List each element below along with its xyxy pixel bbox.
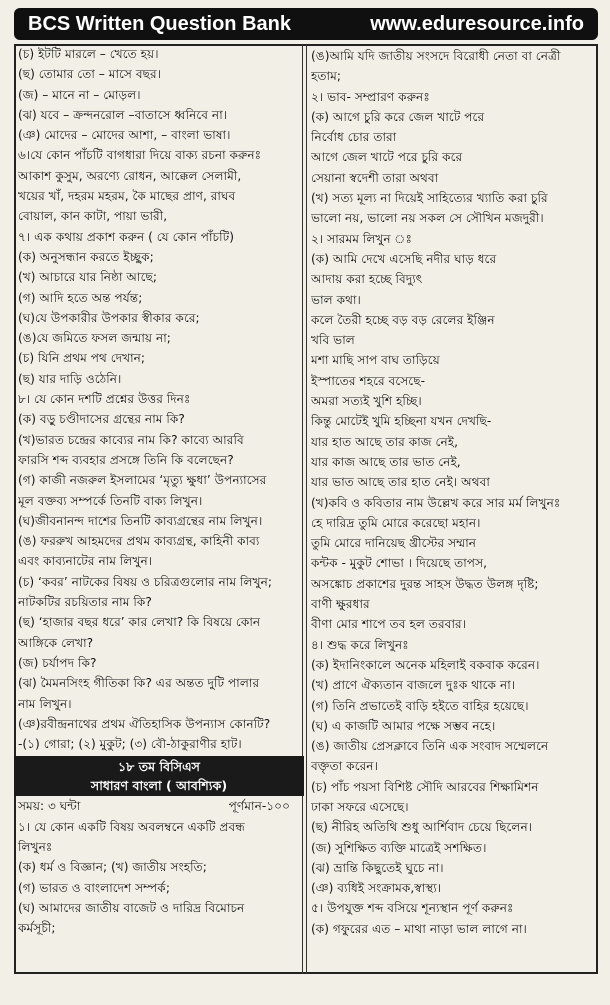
text-line: কিন্তু মোটেই খুমি হচ্ছিনা যখন দেখছি- xyxy=(311,414,492,429)
text-line: মশা মাছি সাপ বাঘ তাড়িয়ে xyxy=(311,353,440,368)
text-line: আকাশ কুসুম, অরণ্যে রোধন, আক্কেল সেলামী, xyxy=(18,168,242,183)
text-line: সেয়ানা স্বদেশী তারা অথবা xyxy=(311,170,439,185)
text-line: বক্তৃতা করেন। xyxy=(311,759,378,774)
text-line: ২। ভাব- সম্প্রারণ করুনঃ xyxy=(311,89,430,104)
text-line: (ঙ) ফররুখ আহমদের প্রথম কাব্যগ্রন্থ, কাহিনী কাব্য xyxy=(18,534,260,549)
marks-label: পূর্ণমান-১০০ xyxy=(228,799,290,814)
text-line: তুমি মোরে দানিয়েছ খ্রীস্টের সম্মান xyxy=(311,536,477,551)
text-line: ৬।যে কোন পাঁচটি বাগধারা দিয়ে বাক্য রচনা করুনঃ xyxy=(18,148,262,163)
text-line: (ঙ)আমি যদি জাতীয় সংসদে বিরোধী নেতা বা নেত্রী xyxy=(311,49,561,63)
text-line: নির্বোধ চোর তারা xyxy=(311,130,397,145)
text-line: যার ভাত আছে তার হাত নেই। অথবা xyxy=(311,475,490,490)
text-line: (ঝ) মৈমনসিংহ গীতিকা কি? এর অন্তত দুটি পালার xyxy=(18,676,260,691)
text-line: (গ) তিনি প্রভাতেই বাড়ি হইতে বাহির হয়েছে। xyxy=(311,698,529,713)
text-line: (ঙ) জাতীয় প্রেসক্লাবে তিনি এক সংবাদ সম্মেলনে xyxy=(311,739,549,754)
text-line: (ঘ)জীবনানন্দ দাশের তিনটি কাব্যগ্রন্থের নাম লিখুন। xyxy=(18,513,263,528)
text-line: (ঞ) ব্যধিই সংক্রামক,স্বাস্থ্য। xyxy=(311,881,442,896)
text-line: (ক) ইদানিংকালে অনেক মহিলাই বকবাক করেন। xyxy=(311,657,540,672)
text-line: ৮। যে কোন দশটি প্রশ্নের উত্তর দিনঃ xyxy=(18,392,191,407)
text-line: (চ) ইটটি মারলে – খেতে হয়। xyxy=(18,47,159,61)
text-line: (ঞ) মোদের – মোদের আশা, – বাংলা ভাষা। xyxy=(18,128,231,143)
text-line: (ক) গফুরের এত – মাথা নাড়া ভাল লাগে না। xyxy=(311,921,527,936)
text-line: আঙ্গিকে লেখা? xyxy=(18,635,94,650)
section-title: ১৮ তম বিসিএস xyxy=(118,759,200,775)
text-line: ২। সারমম লিখুন ঃ xyxy=(311,231,412,246)
text-line: মূল বক্তব্য সম্পর্কে তিনটি বাক্য লিখুন। xyxy=(18,493,203,508)
text-line: (জ) চর্যাপদ কি? xyxy=(18,655,97,670)
text-line: (চ) যিনি প্রথম পথ দেখান; xyxy=(18,351,146,366)
text-line: ১। যে কোন একটি বিষয় অবলম্বনে একটি প্রবন্ধ xyxy=(18,819,245,834)
text-line: হতাম; xyxy=(311,69,341,84)
text-line: (খ) সত্য মূল্য না দিয়েই সাহিত্যের খ্যাতি করা চুরি xyxy=(311,191,548,206)
text-line: (ঘ) আমাদের জাতীয় বাজেট ও দারিদ্র বিমোচন xyxy=(18,900,245,915)
column-divider xyxy=(302,44,307,974)
right-lines xyxy=(311,46,595,939)
text-line: ঢাকা সফরে এসেছে। xyxy=(311,799,409,814)
text-line: অসঙ্কোচ প্রকাশের দুরন্ত সাহস উদ্ধত উলঙ্গ দৃষ্টি; xyxy=(311,576,539,591)
text-line: ৭। এক কথায় প্রকাশ করুন ( যে কোন পাঁচটি) xyxy=(18,229,234,244)
text-line: (ঝ) যবে – ক্রন্দনরোল –বাতাসে ধ্বনিবে না। xyxy=(18,107,228,122)
text-line: কলে তৈরী হচ্ছে বড় বড় রেলের ইঞ্জিন xyxy=(311,312,495,327)
text-line: (ছ) ‘হাজার বছর ধরে’ কার লেখা? কি বিষয়ে কোন xyxy=(18,615,261,630)
text-line: বীণা মোর শাপে তব হল তরবার। xyxy=(311,617,467,632)
text-line: যার কাজ আছে তার ভাত নেই, xyxy=(311,454,461,469)
text-line: লিখুনঃ xyxy=(18,839,53,854)
text-line: (ঘ)যে উপকারীর উপকার স্বীকার করে; xyxy=(18,310,200,325)
text-line: (ছ) তোমার তো – মাসে বছর। xyxy=(18,67,162,82)
text-line: আদায় করা হচ্ছে বিদ্যুৎ xyxy=(311,272,423,287)
text-line: -(১) গোরা; (২) মুকুট; (৩) বৌ-ঠাকুরাণীর হাট। xyxy=(18,737,242,752)
text-line: ৪। শুদ্ধ করে লিখুনঃ xyxy=(311,637,409,652)
text-line: (খ)ভারত চন্দ্রের কাব্যের নাম কি? কাব্যে আরবি xyxy=(18,432,244,447)
text-line: (ঞ)রবীন্দ্রনাথের প্রথম ঐতিহাসিক উপন্যাস কোনটি? xyxy=(18,716,271,731)
text-line: অমরা সত্যই খুশি হচ্ছি। xyxy=(311,394,422,409)
header-title: BCS Written Question Bank xyxy=(28,12,291,35)
section-subtitle: সাধারণ বাংলা ( আবশ্যিক) xyxy=(90,778,228,794)
text-line: (ঝ) ভ্রান্তি কিছুতেই ঘুচে না। xyxy=(311,860,444,875)
text-line: বাণী ক্ষুরধার xyxy=(311,597,370,612)
left-bottom-lines xyxy=(18,817,300,939)
text-line: কর্মসূচী; xyxy=(18,921,56,936)
text-line: হে দারিদ্র তুমি মোরে করেছো মহান। xyxy=(311,515,481,530)
text-line: এবং কাব্যনাটের নাম লিখুন। xyxy=(18,554,153,569)
text-line: (ক) বড়ু চণ্ডীদাসের গ্রন্থের নাম কি? xyxy=(18,412,185,427)
left-column xyxy=(18,44,300,938)
text-line: (চ) পাঁচ পয়সা বিশিষ্ট সৌদি আরবের শিক্ষামিশন xyxy=(311,779,539,794)
text-line: (ক) আমি দেখে এসেছি নদীর ঘাড় ধরে xyxy=(311,251,497,266)
text-line: খবি ভাল xyxy=(311,333,355,348)
text-line: (ঙ)যে জমিতে ফসল জন্মায় না; xyxy=(18,331,171,346)
text-line: বোয়াল, কান কাটা, পায়া ভারী, xyxy=(18,209,168,224)
text-line: (ছ) নীরিহ অতিথি শুধু আর্শিবাদ চেয়ে ছিলেন। xyxy=(311,820,533,835)
section-heading-band xyxy=(14,756,304,796)
text-line: ভাল কথা। xyxy=(311,292,361,307)
text-line: (খ) প্রাণে ঐক্যতান বাজলে দুঃক থাকে না। xyxy=(311,678,516,693)
text-line: খয়ের খাঁ, দহরম মহরম, কৈ মাছের প্রাণ, রাঘব xyxy=(18,189,236,204)
text-line: (গ) ভারত ও বাংলাদেশ সম্পর্ক; xyxy=(18,880,170,895)
left-top-lines xyxy=(18,44,300,754)
text-line: ভালো নয়, ভালো নয় সকল সে সৌখিন মজদুরী। xyxy=(311,211,544,226)
time-label: সময়: ৩ ঘন্টা xyxy=(18,799,81,814)
right-column xyxy=(311,46,595,939)
text-line: (গ) আদি হতে অন্ত পর্যন্ত; xyxy=(18,290,143,305)
text-line: (ক) ধর্ম ও বিজ্ঞান; (খ) জাতীয় সংহতি; xyxy=(18,860,207,875)
text-line: (ঘ) এ কাজটি আমার পক্ষে সম্ভব নহে। xyxy=(311,718,496,733)
text-line: (ক) অনুসন্ধান করতে ইচ্ছুক; xyxy=(18,249,154,264)
text-line: যার হাত আছে তার কাজ নেই, xyxy=(311,434,458,449)
text-line: (খ) আচারে যার নিষ্ঠা আছে; xyxy=(18,270,158,285)
header-site-url[interactable]: www.eduresource.info xyxy=(370,12,584,35)
text-line: (জ) – মানে না – মোড়ল। xyxy=(18,87,141,102)
page-header xyxy=(14,8,598,40)
text-line: (খ)কবি ও কবিতার নাম উল্লেখ করে সার মর্ম লিখুনঃ xyxy=(311,495,561,510)
text-line: নাম লিখুন। xyxy=(18,696,72,711)
text-line: (জ) সুশিক্ষিত ব্যক্তি মাত্রেই সশক্ষিত। xyxy=(311,840,487,855)
text-line: ফারসি শব্দ ব্যবহার প্রসঙ্গে তিনি কি বলেছেন? xyxy=(18,452,234,467)
text-line: ৫। উপযুক্ত শব্দ বসিয়ে শূন্যস্থান পূর্ণ করুনঃ xyxy=(311,901,514,916)
text-line: কন্টক - মুকুট শোভা । দিয়েছে তাপস, xyxy=(311,556,488,571)
text-line: (ছ) যার দাড়ি ওঠেনি। xyxy=(18,371,122,386)
exam-meta xyxy=(18,796,300,816)
text-line: নাটকটির রচয়িতার নাম কি? xyxy=(18,595,152,610)
text-line: (ক) আগে চুরি করে জেল খাটে পরে xyxy=(311,109,485,124)
text-line: (গ) কাজী নজরুল ইসলামের ‘মৃত্যু ক্ষুধা’ উপন্যাসের xyxy=(18,473,267,488)
text-line: (চ) ‘কবর’ নাটকের বিষয় ও চরিত্রগুলোর নাম লিখুন; xyxy=(18,574,272,589)
text-line: ইস্পাতের শহরে বসেছে- xyxy=(311,373,425,388)
text-line: আগে জেল খাটে পরে চুরি করে xyxy=(311,150,463,165)
